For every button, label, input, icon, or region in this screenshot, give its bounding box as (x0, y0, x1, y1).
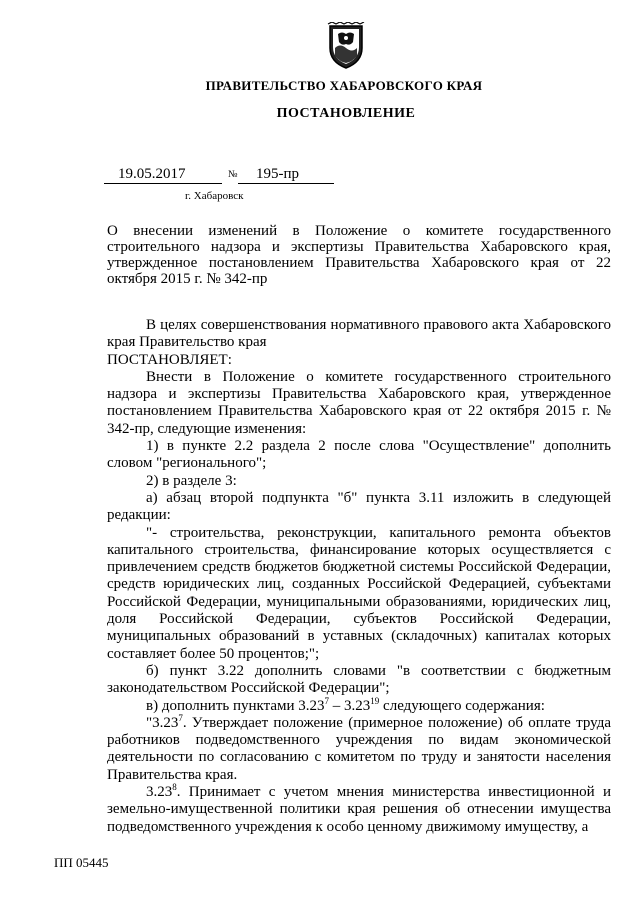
number-sign: № (228, 169, 238, 180)
government-title: ПРАВИТЕЛЬСТВО ХАБАРОВСКОГО КРАЯ (205, 78, 483, 93)
paragraph-amend-intro: Внести в Положение о комитете государственного строительного надзора и экспертизы Правительства Хабаровского края, утвержденное постановлением Правительства Хабаровского края от 22 октября 2015 г. № 342-пр, следующие изменения: (107, 368, 611, 437)
document-number: 195-пр (238, 166, 334, 184)
paragraph-preamble: В целях совершенствования нормативного правового акта Хабаровского края Правительство края (107, 317, 611, 351)
document-subject: О внесении изменений в Положение о комитете государственного строительного надзора и экспертизы Правительства Хабаровского края, утвержденное постановлением Правительства Хабаровского края от 22 октября 2015 г. № 342-пр (107, 223, 611, 287)
paragraph-item-2b: б) пункт 3.22 дополнить словами "в соответствии с бюджетным законодательством Российской Федерации"; (107, 662, 611, 697)
paragraph-item-2c: в) дополнить пунктами 3.23$^7$ – 3.23$^{19}$ следующего содержания: (146, 695, 545, 714)
khabarovsk-coat-of-arms-icon (326, 22, 366, 70)
document-city: г. Хабаровск (185, 190, 244, 202)
document-body (107, 317, 611, 836)
paragraph-3-23-8: 3.23$^8$. Принимает с учетом мнения министерства инвестиционной и земельно-имущественной политики края решения об отнесении имущества подведомственного учреждения к особо ценному движимому имуществу, а (107, 782, 611, 835)
paragraph-new-wording: "- строительства, реконструкции, капитального ремонта объектов капитального строительства, финансирование которых осуществляется с привлечением средств бюджетов бюджетной системы Российской Федерации, средств юридических лиц, созданных Российской Федерацией, субъектами Российской Федерации, муниципальными образованиями, юридических лиц, доля Российской Федерации, субъектов Российской Федерации, муниципальных образований в уставных (складочных) капиталах которых составляет более 50 процентов;"; (107, 524, 611, 662)
paragraph-resolves: ПОСТАНОВЛЯЕТ: (107, 351, 232, 368)
paragraph-item-2a: а) абзац второй подпункта "б" пункта 3.11 изложить в следующей редакции: (107, 489, 611, 524)
paragraph-3-23-7: "3.23$^7$. Утверждает положение (примерное положение) об оплате труда работников подведомственного учреждения по видам экономической деятельности по согласованию с комитетом по труду и занятости населения Правительства края. (107, 712, 611, 783)
document-date: 19.05.2017 (104, 166, 222, 184)
document-type: ПОСТАНОВЛЕНИЕ (276, 106, 416, 121)
paragraph-item-1: 1) в пункте 2.2 раздела 2 после слова "Осуществление" дополнить словом "регионального"; (107, 438, 611, 472)
paragraph-item-2: 2) в разделе 3: (146, 472, 237, 489)
footer-code: ПП 05445 (54, 855, 109, 870)
